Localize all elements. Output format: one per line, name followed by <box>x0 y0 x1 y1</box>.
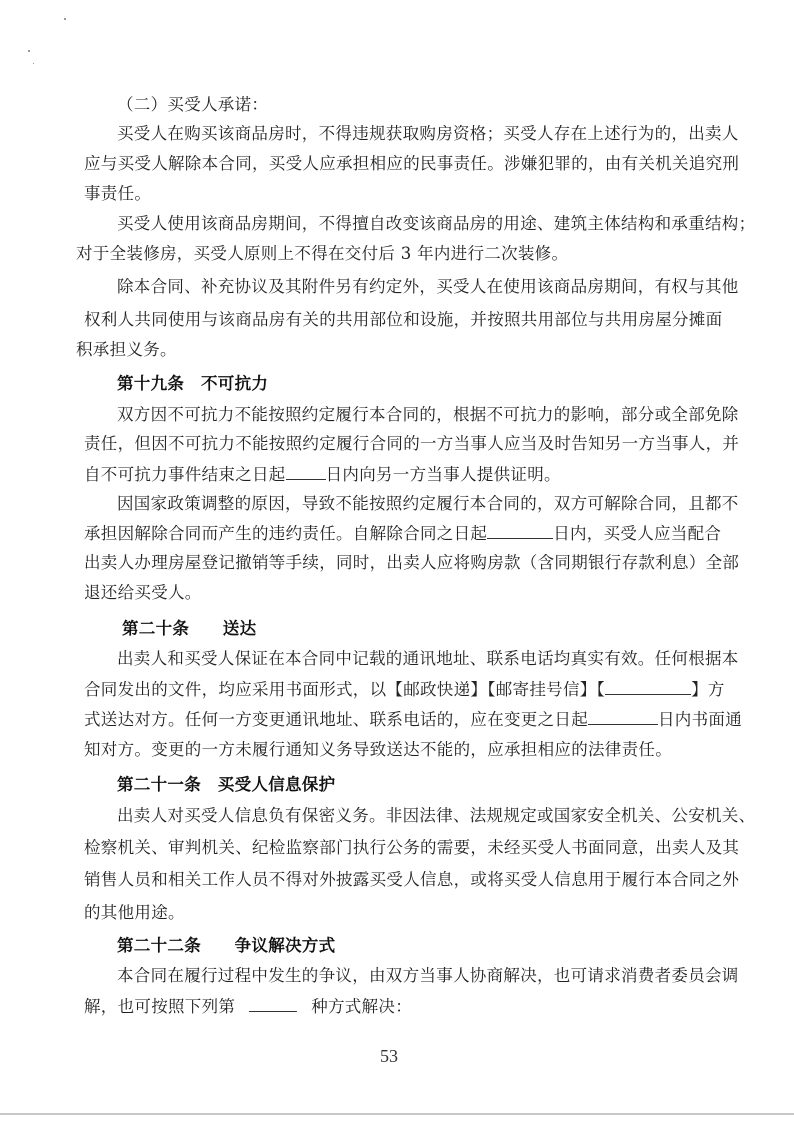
fill-in-blank[interactable] <box>249 996 297 1012</box>
article-20-title: 第二十条 送达 <box>122 619 257 638</box>
scan-speck <box>28 50 30 52</box>
article-21-title: 第二十一条 买受人信息保护 <box>117 775 336 794</box>
page-number: 53 <box>380 1046 398 1066</box>
paragraph-line <box>84 709 742 730</box>
fill-in-blank[interactable] <box>487 523 553 539</box>
paragraph-line: 出卖人和买受人保证在本合同中记载的通讯地址、联系电话均真实有效。任何根据本 <box>117 649 739 668</box>
paragraph-line: 积承担义务。 <box>76 340 177 359</box>
paragraph-line: 出卖人办理房屋登记撤销等手续，同时，出卖人应将购房款（含同期银行存款利息）全部 <box>84 553 740 572</box>
paragraph-line: 事责任。 <box>84 184 152 203</box>
paragraph-line: 买受人在购买该商品房时，不得违规获取购房资格；买受人存在上述行为的，出卖人 <box>117 124 739 143</box>
paragraph-line <box>84 464 561 485</box>
paragraph-line: 买受人使用该商品房期间，不得擅自改变该商品房的用途、建筑主体结构和承重结构； <box>117 214 756 233</box>
fill-in-blank[interactable] <box>588 709 658 725</box>
paragraph-text: 种方式解决： <box>311 997 413 1016</box>
paragraph-line <box>84 679 725 700</box>
paragraph-line: 除本合同、补充协议及其附件另有约定外，买受人在使用该商品房期间，有权与其他 <box>117 277 739 296</box>
scan-speck <box>64 18 66 20</box>
paragraph-line: 应与买受人解除本合同，买受人应承担相应的民事责任。涉嫌犯罪的，由有关机关追究刑 <box>84 154 740 173</box>
paragraph-text: 合同发出的文件，均应采用书面形式，以【邮政快递】【邮寄挂号信】【 <box>84 680 606 699</box>
article-19-title: 第十九条 不可抗力 <box>117 374 269 393</box>
paragraph-line: 出卖人对买受人信息负有保密义务。非因法律、法规规定或国家安全机关、公安机关、 <box>117 806 756 825</box>
fill-in-blank[interactable] <box>605 679 691 695</box>
paragraph-line <box>84 523 721 544</box>
paragraph-text: 自不可抗力事件结束之日起 <box>84 465 286 484</box>
paragraph-line: 因国家政策调整的原因，导致不能按照约定履行本合同的，双方可解除合同，且都不 <box>117 494 739 513</box>
bottom-rule <box>0 1113 794 1115</box>
paragraph-line: 退还给买受人。 <box>84 583 202 602</box>
paragraph-line: 本合同在履行过程中发生的争议，由双方当事人协商解决，也可请求消费者委员会调 <box>117 966 739 985</box>
scan-speck <box>33 63 34 64</box>
paragraph-line: 的其他用途。 <box>84 903 185 922</box>
paragraph-line: 双方因不可抗力不能按照约定履行本合同的，根据不可抗力的影响，部分或全部免除 <box>117 405 739 424</box>
paragraph-line: 知对方。变更的一方未履行通知义务导致送达不能的，应承担相应的法律责任。 <box>84 740 672 759</box>
paragraph-text: 】方 <box>691 680 725 699</box>
paragraph-text: 承担因解除合同而产生的违约责任。自解除合同之日起 <box>84 524 488 543</box>
paragraph-text: 日内向另一方当事人提供证明。 <box>325 465 561 484</box>
paragraph-line: 检察机关、审判机关、纪检监察部门执行公务的需要，未经买受人书面同意，出卖人及其 <box>84 838 740 857</box>
paragraph-line: 责任，但因不可抗力不能按照约定履行合同的一方当事人应当及时告知另一方当事人，并 <box>84 434 740 453</box>
paragraph-line: 销售人员和相关工作人员不得对外披露买受人信息，或将买受人信息用于履行本合同之外 <box>84 870 740 889</box>
paragraph-text: 解，也可按照下列第 <box>84 997 236 1016</box>
paragraph-text: 日内书面通 <box>658 710 742 729</box>
paragraph-text: 日内，买受人应当配合 <box>553 524 722 543</box>
paragraph-line: 权利人共同使用与该商品房有关的共用部位和设施，并按照共用部位与共用房屋分摊面 <box>84 310 723 329</box>
paragraph-line <box>84 996 412 1017</box>
paragraph-text: 式送达对方。任何一方变更通讯地址、联系电话的，应在变更之日起 <box>84 710 588 729</box>
paragraph-line: 对于全装修房，买受人原则上不得在交付后 3 年内进行二次装修。 <box>76 244 569 263</box>
section-heading-buyer-commitment: （二）买受人承诺： <box>117 95 269 114</box>
article-22-title: 第二十二条 争议解决方式 <box>117 936 336 955</box>
fill-in-blank[interactable] <box>286 464 326 480</box>
